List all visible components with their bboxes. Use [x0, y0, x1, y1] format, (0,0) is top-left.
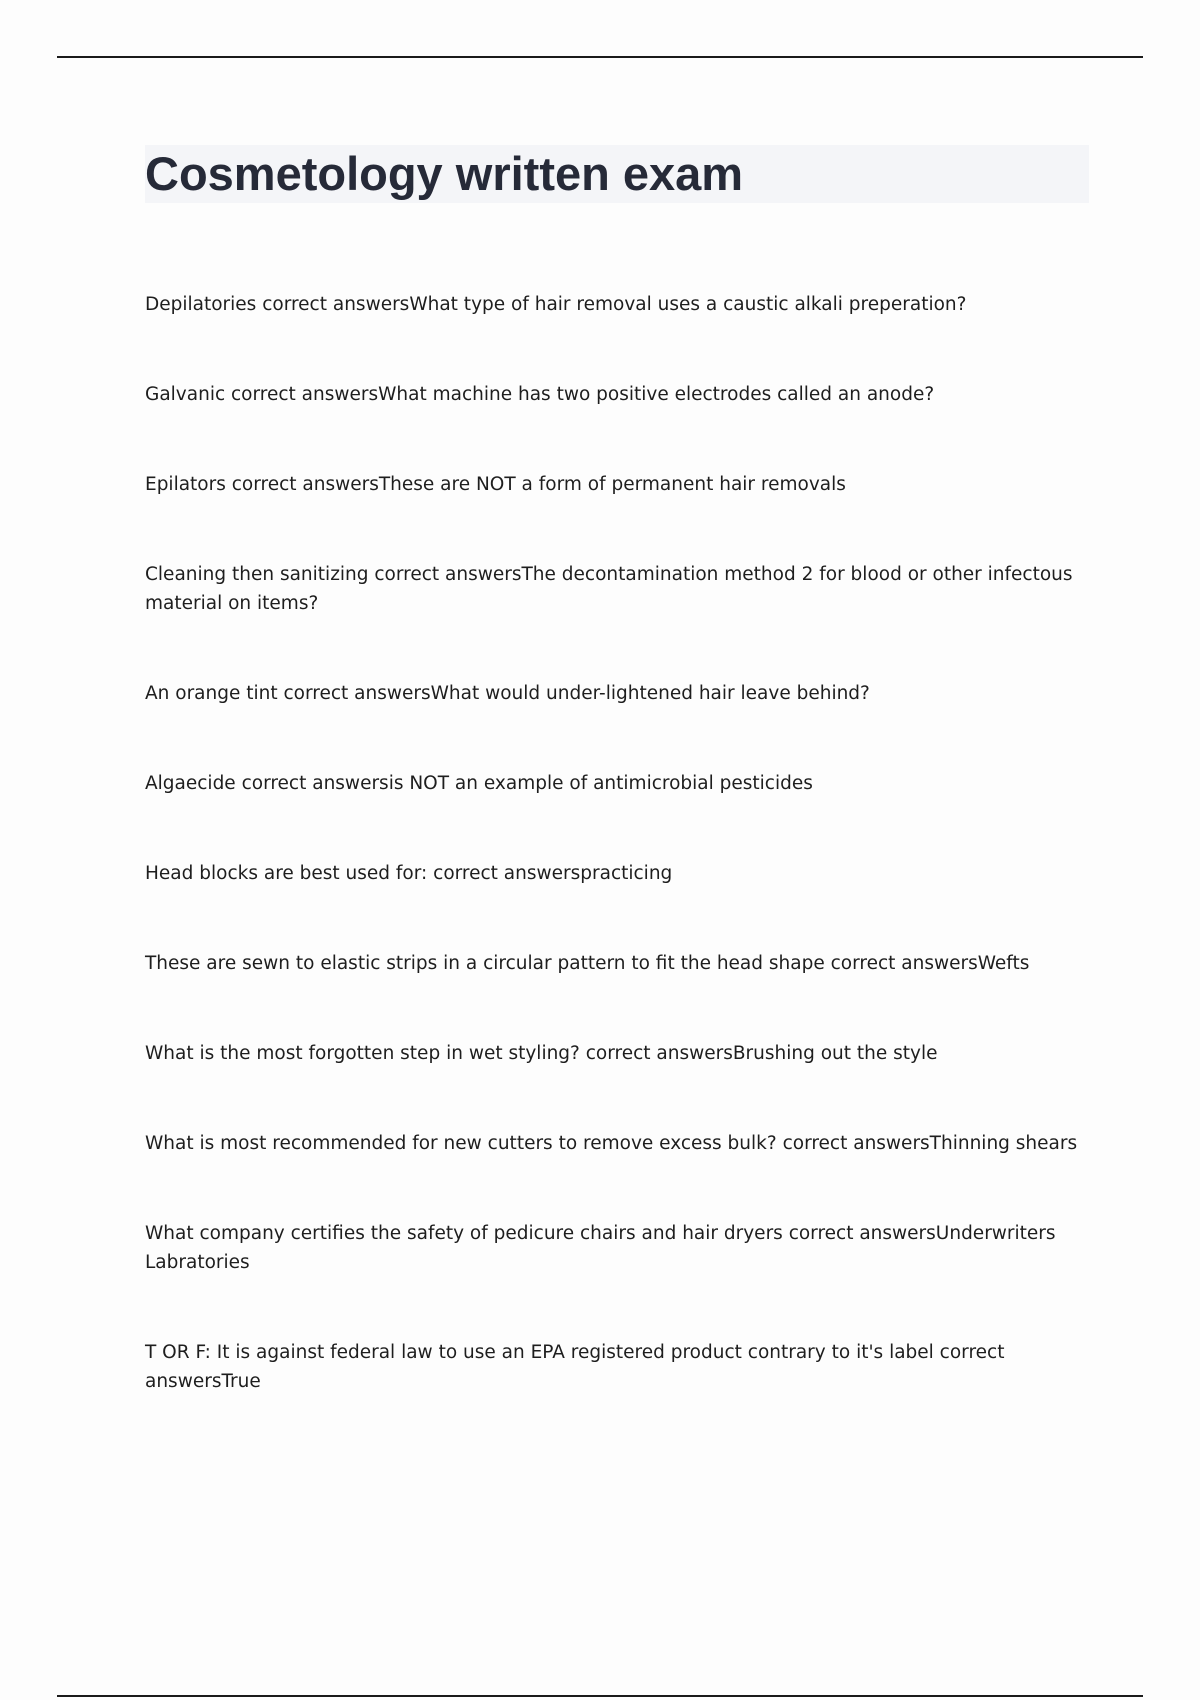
qa-item: Epilators correct answersThese are NOT a form of permanent hair removals: [145, 474, 846, 495]
qa-item: These are sewn to elastic strips in a circular pattern to fit the head shape correct answersWefts: [145, 953, 1030, 974]
qa-item: What is the most forgotten step in wet styling? correct answersBrushing out the style: [145, 1043, 938, 1064]
qa-item: Depilatories correct answersWhat type of hair removal uses a caustic alkali preperation?: [145, 294, 967, 315]
qa-item: Head blocks are best used for: correct answerspracticing: [145, 863, 673, 884]
qa-item: Algaecide correct answersis NOT an example of antimicrobial pesticides: [145, 773, 813, 794]
qa-item: Cleaning then sanitizing correct answersThe decontamination method 2 for blood or other infectous material on items?: [145, 564, 1073, 614]
footer-rule: [57, 1695, 1143, 1697]
qa-item: Galvanic correct answersWhat machine has two positive electrodes called an anode?: [145, 384, 935, 405]
document-title: Cosmetology written exam: [145, 147, 744, 200]
qa-item: T OR F: It is against federal law to use an EPA registered product contrary to it's label correct answersTrue: [145, 1342, 1005, 1392]
qa-item: An orange tint correct answersWhat would under-lightened hair leave behind?: [145, 683, 870, 704]
qa-list: [145, 290, 1095, 1457]
header-rule: [57, 56, 1143, 58]
qa-item: What is most recommended for new cutters to remove excess bulk? correct answersThinning shears: [145, 1133, 1078, 1154]
qa-item: What company certifies the safety of pedicure chairs and hair dryers correct answersUnderwriters Labratories: [145, 1223, 1056, 1273]
